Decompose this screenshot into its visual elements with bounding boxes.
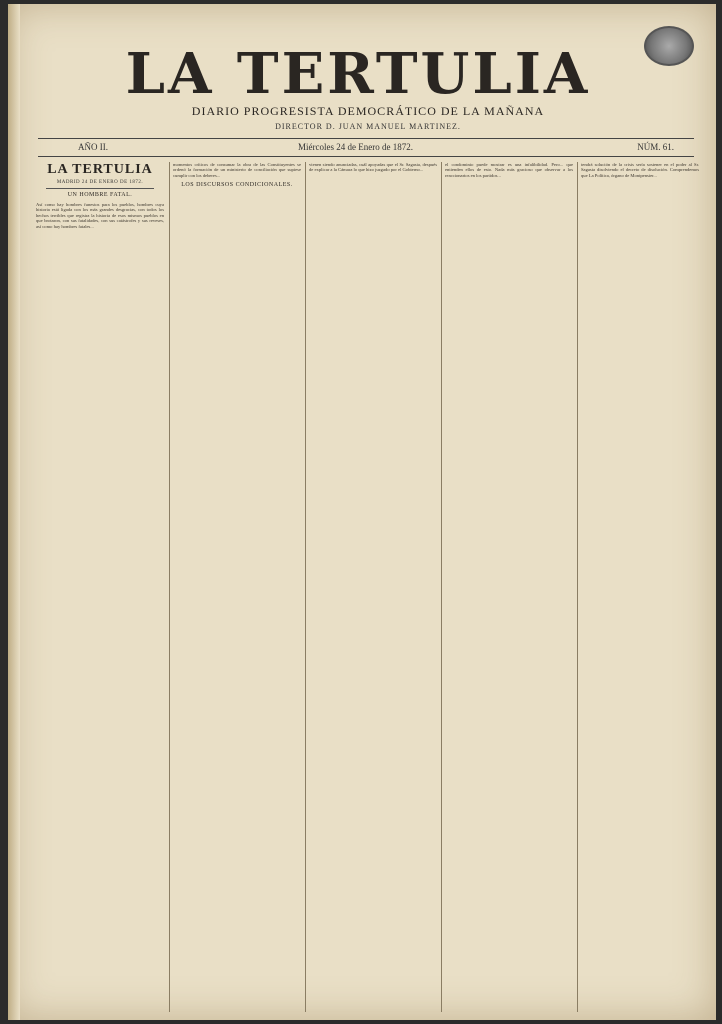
divider xyxy=(46,188,154,189)
dateline: MADRID 24 DE ENERO DE 1872. xyxy=(56,180,144,185)
column-4 xyxy=(445,162,573,1012)
article-text: el condominio puede mostrar es una infalibilidad. Pero... que entienden ellos de esto. Nada más gracioso que observar a los reaccionarios en los partidos... xyxy=(445,162,573,178)
section-title: LOS DISCURSOS CONDICIONALES. xyxy=(181,182,293,189)
column-heading: LA TERTULIA xyxy=(47,162,153,177)
column-separator xyxy=(577,162,578,1012)
issue-year: AÑO II. xyxy=(78,142,108,152)
masthead-title: LA TERTULIA xyxy=(125,41,591,107)
article-text: Así como hay hombres funestos para los pueblos, hombres cuya historia está ligada con los más grandes desgracias, con todos los hechos terribles que registra la historia de esos mismos pueblos en que brotaron, con sus fatalidades, con sus catástrofes y sus reveses, así como hay hombres fatales... xyxy=(36,202,164,229)
issue-bar xyxy=(38,142,694,154)
article-text: vienen siendo anunciadas, cuál apoyadas que el Sr. Sagasta, después de explicar a la Cámara lo que hizo juzgado por el Gobierno... xyxy=(309,162,437,173)
article-title: UN HOMBRE FATAL. xyxy=(67,192,133,198)
newspaper-page xyxy=(8,4,716,1020)
column-2 xyxy=(173,162,301,1012)
column-separator xyxy=(441,162,442,1012)
issue-date: Miércoles 24 de Enero de 1872. xyxy=(298,142,413,152)
library-stamp-icon xyxy=(644,26,694,66)
article-text: tendrá solución de la crisis sería sostener en el poder al Sr. Sagasta disolviendo el decreto de disolución. Comprendemos que La Política, órgano de Montpensier... xyxy=(581,162,699,178)
issue-number: NÚM. 61. xyxy=(637,142,674,152)
column-3 xyxy=(309,162,437,1012)
bottom-rule xyxy=(38,156,694,157)
column-5 xyxy=(581,162,699,1012)
article-text: momentos críticos de consumar la obra de las Constituyentes se ordenó la formación de un ministerio de conciliación que supiese cumplir con los deberes... xyxy=(173,162,301,178)
masthead-subtitle: DIARIO PROGRESISTA DEMOCRÁTICO DE LA MAÑANA xyxy=(191,104,545,118)
masthead-director: DIRECTOR D. JUAN MANUEL MARTINEZ. xyxy=(275,122,461,131)
top-rule xyxy=(38,138,694,139)
column-separator xyxy=(305,162,306,1012)
column-1 xyxy=(36,162,164,1012)
page-gutter xyxy=(8,4,20,1020)
column-separator xyxy=(169,162,170,1012)
